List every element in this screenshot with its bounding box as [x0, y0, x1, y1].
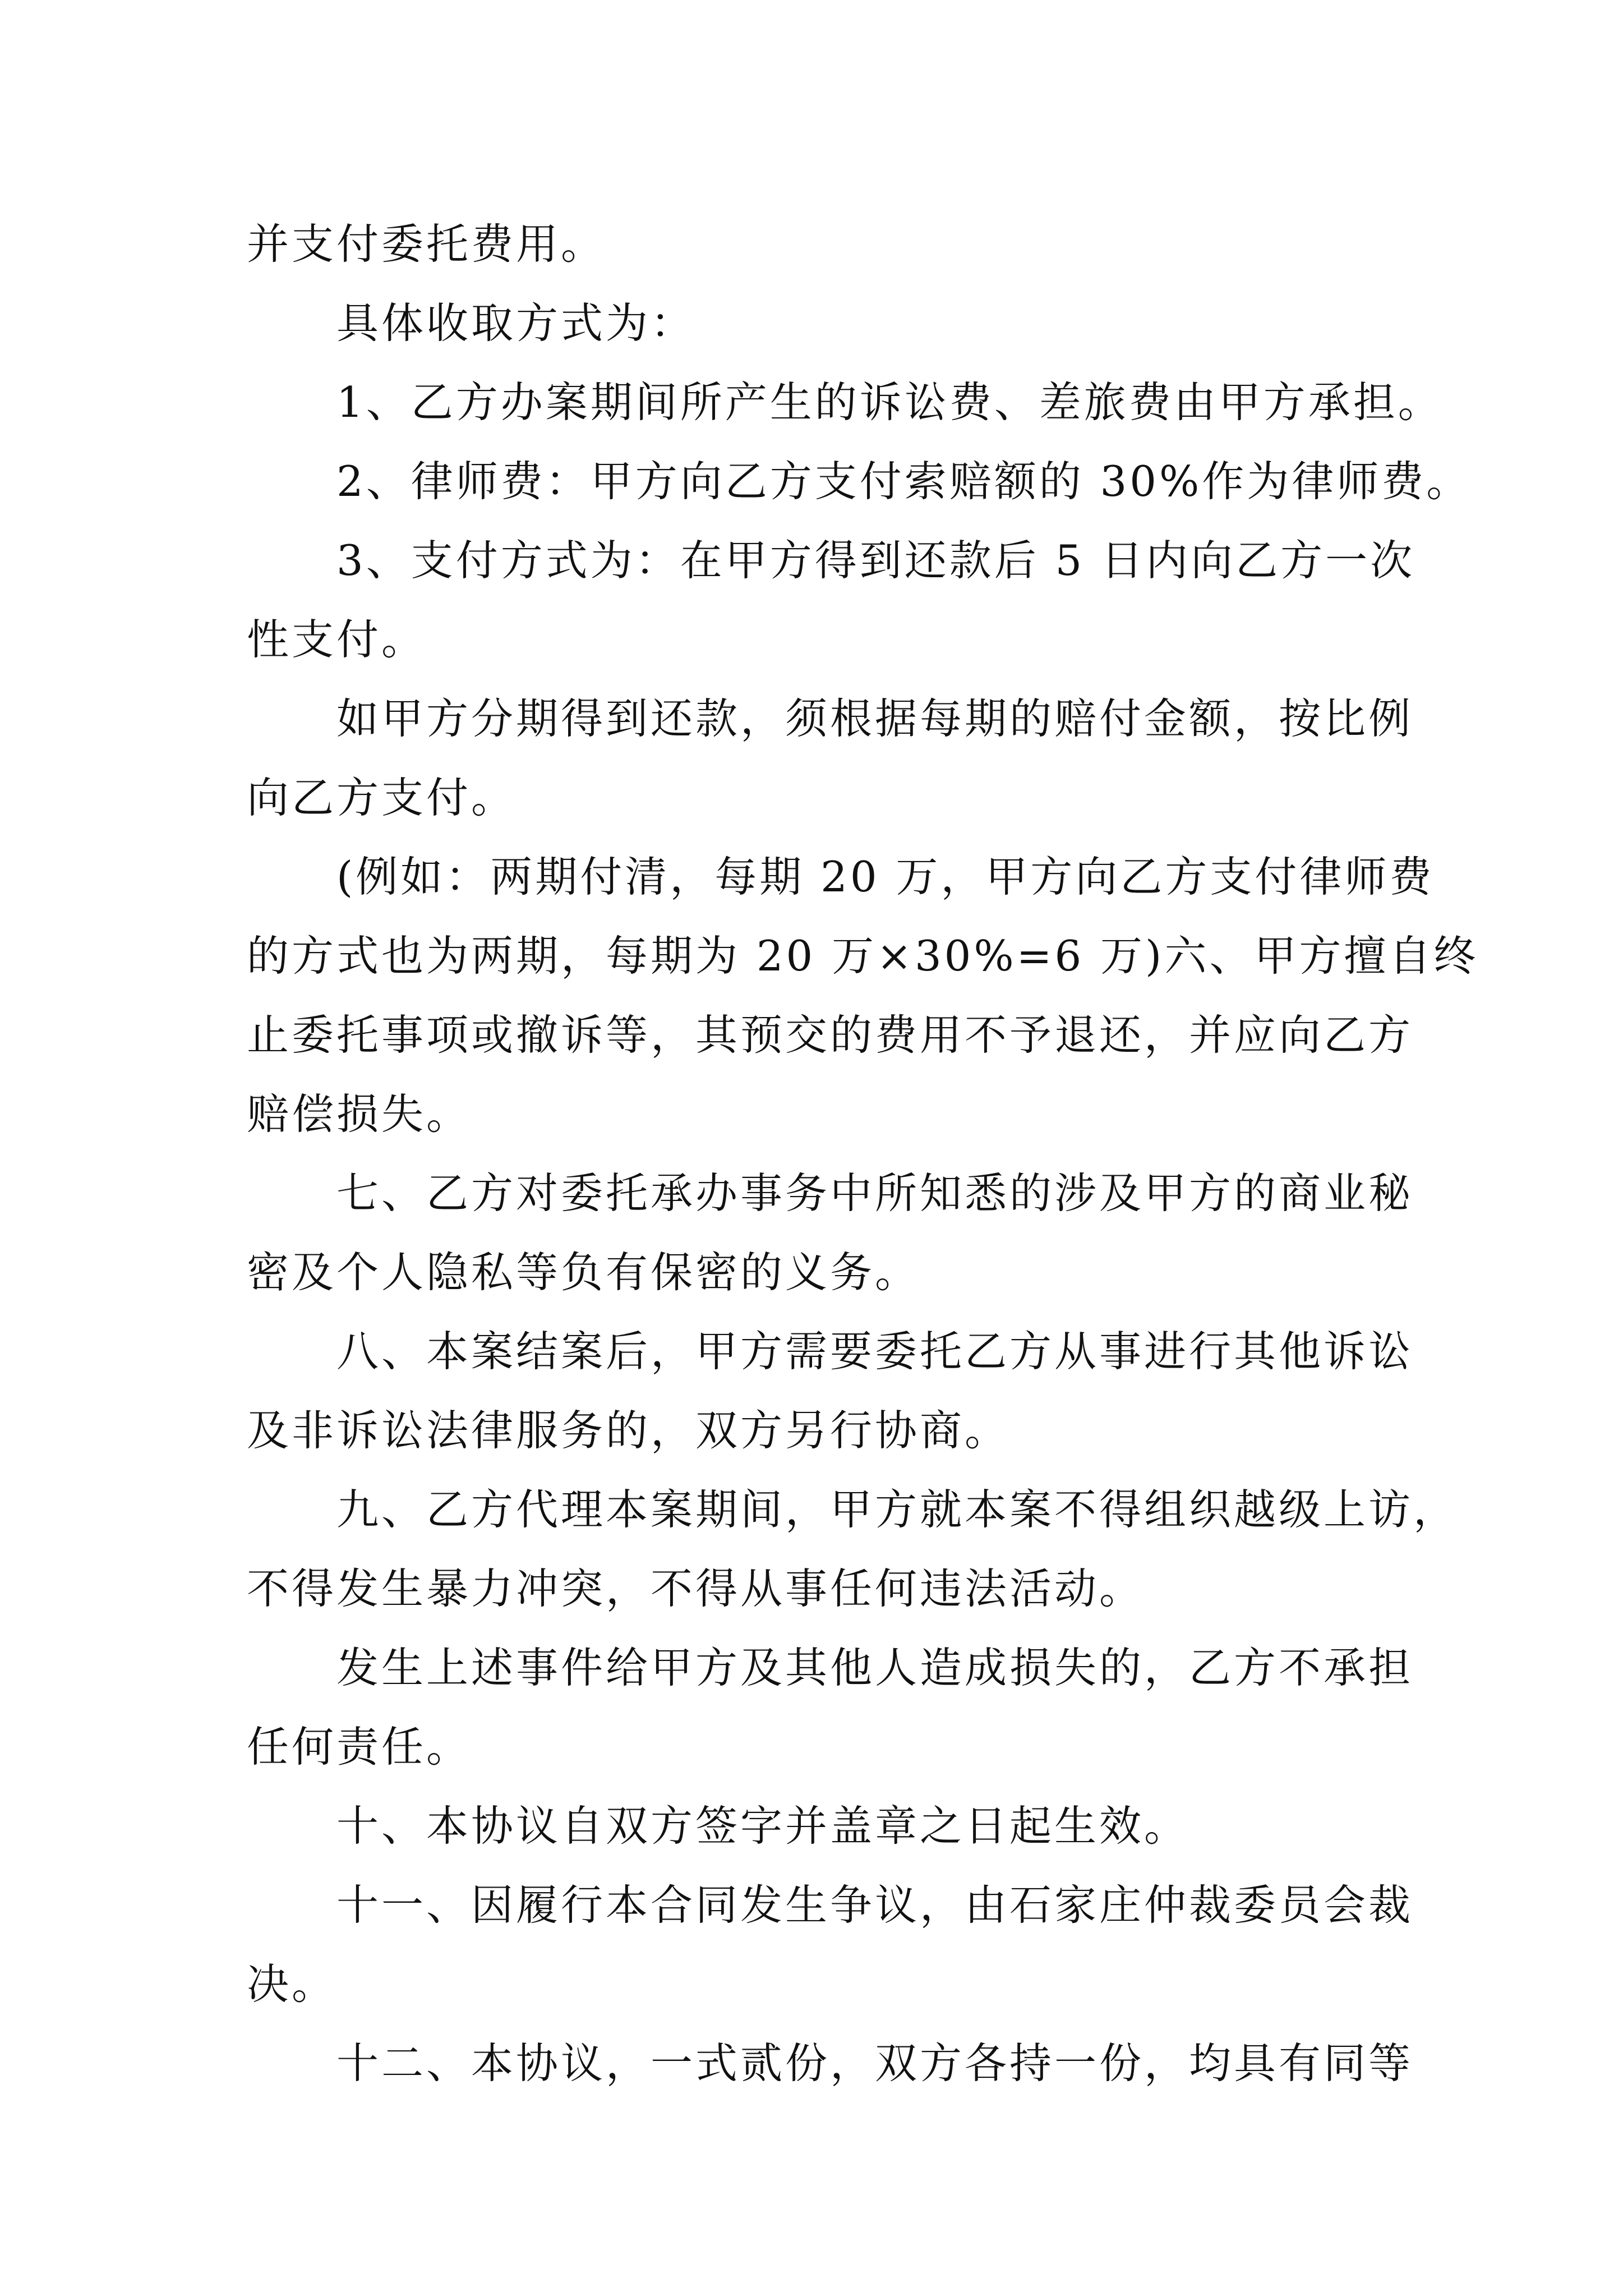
- document-body: [247, 205, 1479, 2103]
- text-line: 九、乙方代理本案期间，甲方就本案不得组织越级上访，: [336, 1485, 1459, 1534]
- text-line: 向乙方支付。: [247, 773, 517, 822]
- text-line: 十二、本协议，一式贰份，双方各持一份，均具有同等: [336, 2039, 1414, 2088]
- text-line: 决。: [247, 1959, 337, 2009]
- text-line: 1、乙方办案期间所产生的诉讼费、差旅费由甲方承担。: [336, 378, 1443, 427]
- text-line: 性支付。: [247, 615, 427, 664]
- text-line: 并支付委托费用。: [247, 219, 606, 269]
- text-line: 2、律师费：甲方向乙方支付索赔额的 30%作为律师费。: [336, 457, 1472, 506]
- text-line: 如甲方分期得到还款，须根据每期的赔付金额，按比例: [336, 694, 1414, 743]
- text-line: 赔偿损失。: [247, 1089, 472, 1139]
- text-line: (例如：两期付清，每期 20 万，甲方向乙方支付律师费: [336, 852, 1435, 901]
- text-line: 密及个人隐私等负有保密的义务。: [247, 1248, 920, 1297]
- text-line: 十、本协议自双方签字并盖章之日起生效。: [336, 1801, 1189, 1851]
- text-line: 十一、因履行本合同发生争议，由石家庄仲裁委员会裁: [336, 1880, 1414, 1930]
- text-line: 发生上述事件给甲方及其他人造成损失的，乙方不承担: [336, 1643, 1414, 1692]
- text-line: 的方式也为两期，每期为 20 万×30%=6 万)六、甲方擅自终: [247, 931, 1479, 981]
- text-line: 止委托事项或撤诉等，其预交的费用不予退还，并应向乙方: [247, 1010, 1414, 1060]
- text-line: 3、支付方式为：在甲方得到还款后 5 日内向乙方一次: [336, 536, 1415, 585]
- text-line: 八、本案结案后，甲方需要委托乙方从事进行其他诉讼: [336, 1327, 1414, 1376]
- text-line: 不得发生暴力冲突，不得从事任何违法活动。: [247, 1564, 1145, 1613]
- text-line: 及非诉讼法律服务的，双方另行协商。: [247, 1406, 1010, 1455]
- text-line: 七、乙方对委托承办事务中所知悉的涉及甲方的商业秘: [336, 1168, 1414, 1218]
- text-line: 任何责任。: [247, 1722, 472, 1772]
- text-line: 具体收取方式为：: [336, 298, 696, 348]
